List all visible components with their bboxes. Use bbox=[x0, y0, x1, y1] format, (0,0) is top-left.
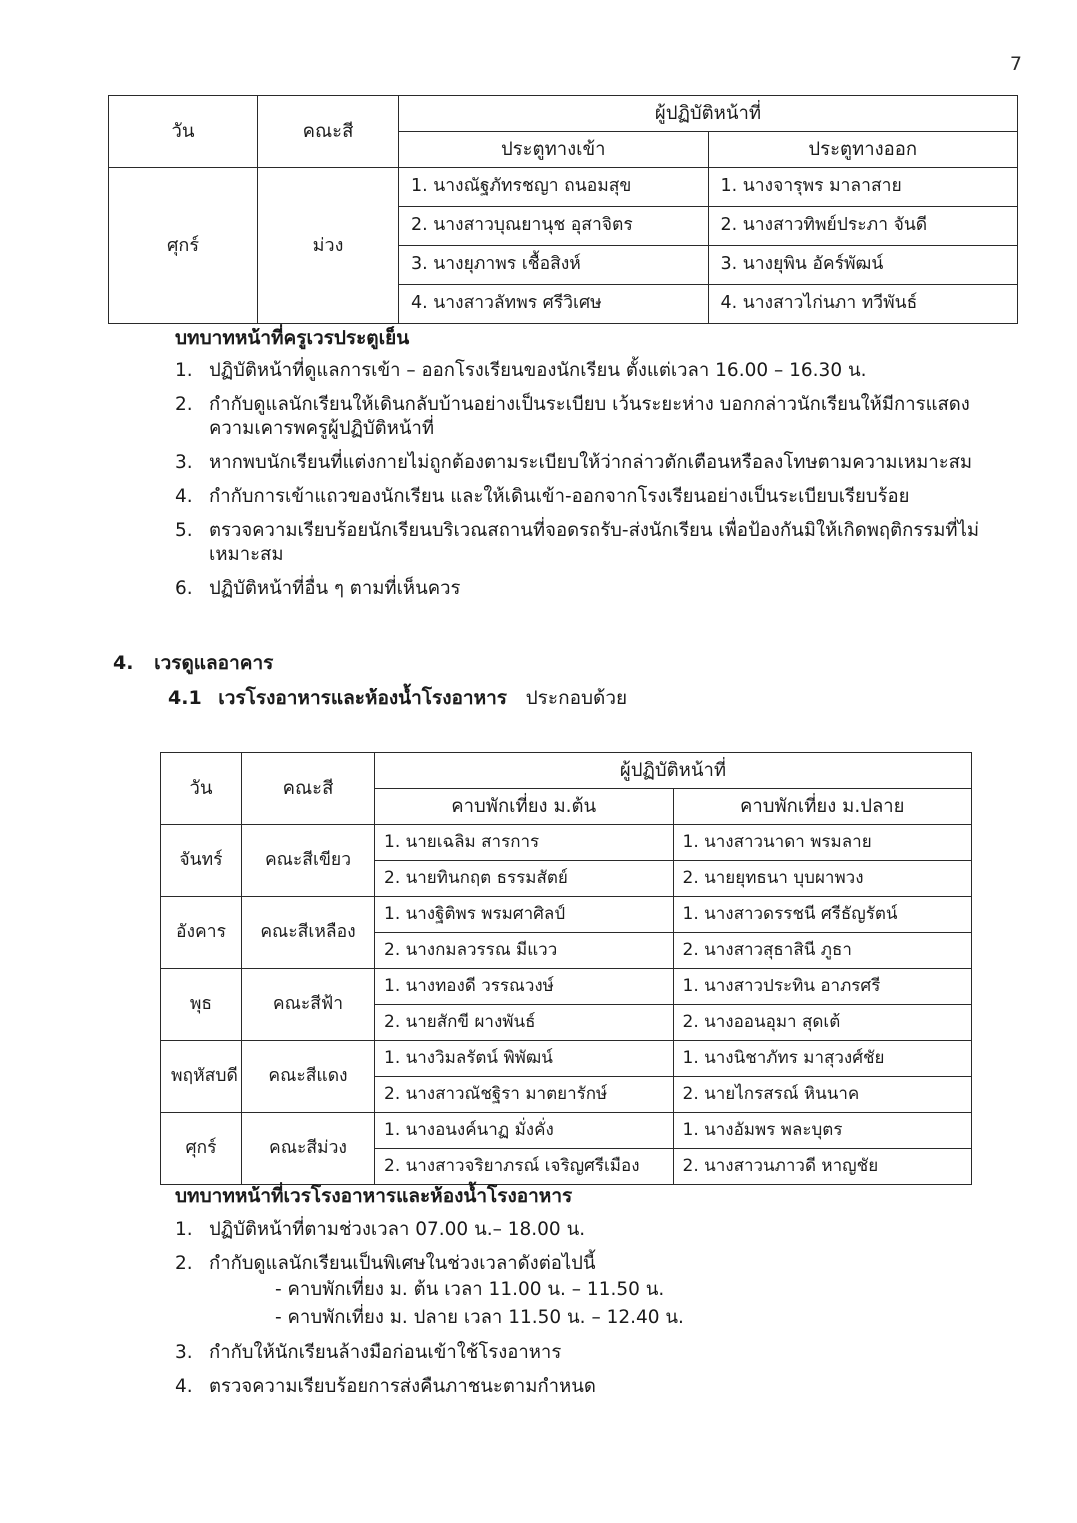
cell-lower-officer: 2. นางกมลวรรณ มีแวว bbox=[375, 933, 674, 969]
list-item-text bbox=[209, 1252, 1015, 1332]
section-4-number: 4. bbox=[113, 652, 134, 674]
list-item-main-text: กำกับดูแลนักเรียนเป็นพิเศษในช่วงเวลาดังต่อไปนี้ bbox=[209, 1252, 596, 1274]
table-row bbox=[161, 1041, 972, 1077]
list-item-text: ปฏิบัติหน้าที่อื่น ๆ ตามที่เห็นควร bbox=[209, 578, 461, 600]
list-item-text: กำกับการเข้าแถวของนักเรียน และให้เดินเข้า-ออกจากโรงเรียนอย่างเป็นระเบียบเรียบร้อย bbox=[209, 485, 910, 507]
cell-day: อังคาร bbox=[161, 897, 242, 969]
section-title: บทบาทหน้าที่ครูเวรประตูเย็น bbox=[175, 327, 410, 349]
canteen-roles-list bbox=[175, 1218, 1015, 1400]
section-4-heading-block bbox=[113, 652, 913, 710]
list-item bbox=[175, 1341, 1015, 1366]
canteen-duty-roles-section bbox=[175, 1185, 1015, 1408]
cell-color-team: คณะสีฟ้า bbox=[242, 969, 375, 1041]
cell-lower-officer: 1. นางวิมลรัตน์ พิพัฒน์ bbox=[375, 1041, 674, 1077]
cell-color-team: คณะสีแดง bbox=[242, 1041, 375, 1113]
section-4-title: เวรดูแลอาคาร bbox=[154, 652, 274, 674]
cell-lower-officer: 1. นางอนงค์นาฏ มั่งคั่ง bbox=[375, 1113, 674, 1149]
list-item-text: ปฏิบัติหน้าที่ตามช่วงเวลา 07.00 น.– 18.00 น. bbox=[209, 1218, 586, 1240]
cell-day: พุธ bbox=[161, 969, 242, 1041]
list-item-number: 1. bbox=[175, 359, 193, 381]
table-header-row bbox=[161, 753, 972, 789]
cell-color-team: ม่วง bbox=[258, 168, 399, 324]
gate-roles-list bbox=[175, 359, 1015, 602]
list-item bbox=[175, 393, 1015, 443]
section-title: บทบาทหน้าที่เวรโรงอาหารและห้องน้ำโรงอาหาร bbox=[175, 1185, 573, 1207]
cell-entrance-officer: 2. นางสาวบุณยานุช อุสาจิตร bbox=[399, 207, 709, 246]
list-item-text: กำกับให้นักเรียนล้างมือก่อนเข้าใช้โรงอาหาร bbox=[209, 1341, 562, 1363]
list-item bbox=[175, 519, 1015, 569]
sub-line-upper-secondary: - คาบพักเที่ยง ม. ปลาย เวลา 11.50 น. – 12.40 น. bbox=[275, 1307, 684, 1329]
cell-upper-officer: 2. นางสาวสุธาสินี ภูธา bbox=[673, 933, 972, 969]
header-day: วัน bbox=[161, 753, 242, 825]
cell-lower-officer: 2. นายสักขี ผางพันธ์ bbox=[375, 1005, 674, 1041]
cell-lower-officer: 2. นางสาวณัชฐิรา มาตยารักษ์ bbox=[375, 1077, 674, 1113]
cell-exit-officer: 4. นางสาวไก่นภา ทวีพันธ์ bbox=[708, 285, 1018, 324]
table-row bbox=[161, 825, 972, 861]
cell-lower-officer: 2. นางสาวจริยาภรณ์ เจริญศรีเมือง bbox=[375, 1149, 674, 1185]
cell-upper-officer: 1. นางสาวนาดา พรมลาย bbox=[673, 825, 972, 861]
cell-exit-officer: 1. นางจารุพร มาลาสาย bbox=[708, 168, 1018, 207]
list-item-number: 1. bbox=[175, 1218, 193, 1240]
section-4-1-title: เวรโรงอาหารและห้องน้ำโรงอาหาร bbox=[218, 686, 507, 709]
list-item bbox=[175, 1375, 1015, 1400]
table-row bbox=[161, 1113, 972, 1149]
list-item-text: ตรวจความเรียบร้อยนักเรียนบริเวณสถานที่จอดรถรับ-ส่งนักเรียน เพื่อป้องกันมิให้เกิดพฤติกรรมที่ไม่เหมาะสม bbox=[209, 519, 980, 566]
cell-day: พฤหัสบดี bbox=[161, 1041, 242, 1113]
header-color-team: คณะสี bbox=[258, 96, 399, 168]
section-4-1-tail: ประกอบด้วย bbox=[525, 686, 628, 709]
cell-lower-officer: 1. นายเฉลิม สารการ bbox=[375, 825, 674, 861]
cell-upper-officer: 1. นางสาวประทิน อาภรศรี bbox=[673, 969, 972, 1005]
cell-color-team: คณะสีม่วง bbox=[242, 1113, 375, 1185]
cell-upper-officer: 1. นางนิชาภัทร มาสุวงศ์ชัย bbox=[673, 1041, 972, 1077]
table-row bbox=[161, 897, 972, 933]
cell-lower-officer: 1. นางฐิติพร พรมศาศิลป์ bbox=[375, 897, 674, 933]
list-item bbox=[175, 1218, 1015, 1243]
cell-entrance-officer: 4. นางสาวลัทพร ศรีวิเศษ bbox=[399, 285, 709, 324]
cell-upper-officer: 2. นายไกรสรณ์ หินนาค bbox=[673, 1077, 972, 1113]
list-item bbox=[175, 1252, 1015, 1332]
list-item-text: หากพบนักเรียนที่แต่งกายไม่ถูกต้องตามระเบียบให้ว่ากล่าวตักเตือนหรือลงโทษตามความเหมาะสม bbox=[209, 452, 973, 474]
cell-entrance-officer: 1. นางณัฐภัทรชญา ถนอมสุข bbox=[399, 168, 709, 207]
list-item-number: 5. bbox=[175, 519, 193, 541]
cell-upper-officer: 1. นางสาวดรรชนี ศรีธัญรัตน์ bbox=[673, 897, 972, 933]
entry-exit-duty-table bbox=[108, 95, 1018, 324]
cell-color-team: คณะสีเขียว bbox=[242, 825, 375, 897]
list-item-number: 3. bbox=[175, 1341, 193, 1363]
cell-exit-officer: 2. นางสาวทิพย์ประภา จันดี bbox=[708, 207, 1018, 246]
cell-exit-officer: 3. นางยุพิน อัคร์พัฒน์ bbox=[708, 246, 1018, 285]
cell-day: ศุกร์ bbox=[109, 168, 258, 324]
header-day: วัน bbox=[109, 96, 258, 168]
cell-day: ศุกร์ bbox=[161, 1113, 242, 1185]
header-entrance-gate: ประตูทางเข้า bbox=[399, 132, 709, 168]
cell-color-team: คณะสีเหลือง bbox=[242, 897, 375, 969]
header-lunch-lower-secondary: คาบพักเที่ยง ม.ต้น bbox=[375, 789, 674, 825]
list-item-number: 2. bbox=[175, 1252, 193, 1274]
list-item-text: กำกับดูแลนักเรียนให้เดินกลับบ้านอย่างเป็นระเบียบ เว้นระยะห่าง บอกกล่าวนักเรียนให้มีการแสดงความเคารพครูผู้ปฏิบัติหน้าที่ bbox=[209, 393, 970, 440]
list-item-text: ปฏิบัติหน้าที่ดูแลการเข้า – ออกโรงเรียนของนักเรียน ตั้งแต่เวลา 16.00 – 16.30 น. bbox=[209, 359, 867, 381]
cell-upper-officer: 2. นายยุทธนา บุบผาพวง bbox=[673, 861, 972, 897]
header-officers: ผู้ปฏิบัติหน้าที่ bbox=[375, 753, 972, 789]
section-4-1-heading bbox=[113, 687, 913, 710]
header-lunch-upper-secondary: คาบพักเที่ยง ม.ปลาย bbox=[673, 789, 972, 825]
table-row bbox=[109, 168, 1018, 207]
cell-day: จันทร์ bbox=[161, 825, 242, 897]
list-item-number: 3. bbox=[175, 452, 193, 474]
list-item-number: 6. bbox=[175, 578, 193, 600]
header-color-team: คณะสี bbox=[242, 753, 375, 825]
list-item-number: 4. bbox=[175, 1375, 193, 1397]
cell-upper-officer: 2. นางออนอุมา สุดเต้ bbox=[673, 1005, 972, 1041]
list-item bbox=[175, 359, 1015, 384]
section-4-heading bbox=[113, 652, 913, 675]
cell-entrance-officer: 3. นางยุภาพร เชื้อสิงห์ bbox=[399, 246, 709, 285]
canteen-duty-table bbox=[160, 752, 972, 1185]
header-officers: ผู้ปฏิบัติหน้าที่ bbox=[399, 96, 1018, 132]
page-number: 7 bbox=[1009, 53, 1022, 75]
table-header-row bbox=[109, 96, 1018, 132]
cell-upper-officer: 1. นางอัมพร พละบุตร bbox=[673, 1113, 972, 1149]
list-item bbox=[175, 577, 1015, 602]
cell-lower-officer: 1. นางทองดี วรรณวงษ์ bbox=[375, 969, 674, 1005]
list-item-number: 4. bbox=[175, 485, 193, 507]
sub-line-lower-secondary: - คาบพักเที่ยง ม. ต้น เวลา 11.00 น. – 11.50 น. bbox=[275, 1279, 665, 1301]
list-item-number: 2. bbox=[175, 393, 193, 415]
section-4-1-number: 4.1 bbox=[168, 686, 202, 709]
gate-duty-roles-section bbox=[175, 327, 1015, 611]
table-row bbox=[161, 969, 972, 1005]
cell-lower-officer: 2. นายทินกฤต ธรรมสัตย์ bbox=[375, 861, 674, 897]
header-exit-gate: ประตูทางออก bbox=[708, 132, 1018, 168]
cell-upper-officer: 2. นางสาวนภาวดี หาญชัย bbox=[673, 1149, 972, 1185]
list-item bbox=[175, 485, 1015, 510]
list-item-text: ตรวจความเรียบร้อยการส่งคืนภาชนะตามกำหนด bbox=[209, 1375, 596, 1397]
list-item bbox=[175, 451, 1015, 476]
